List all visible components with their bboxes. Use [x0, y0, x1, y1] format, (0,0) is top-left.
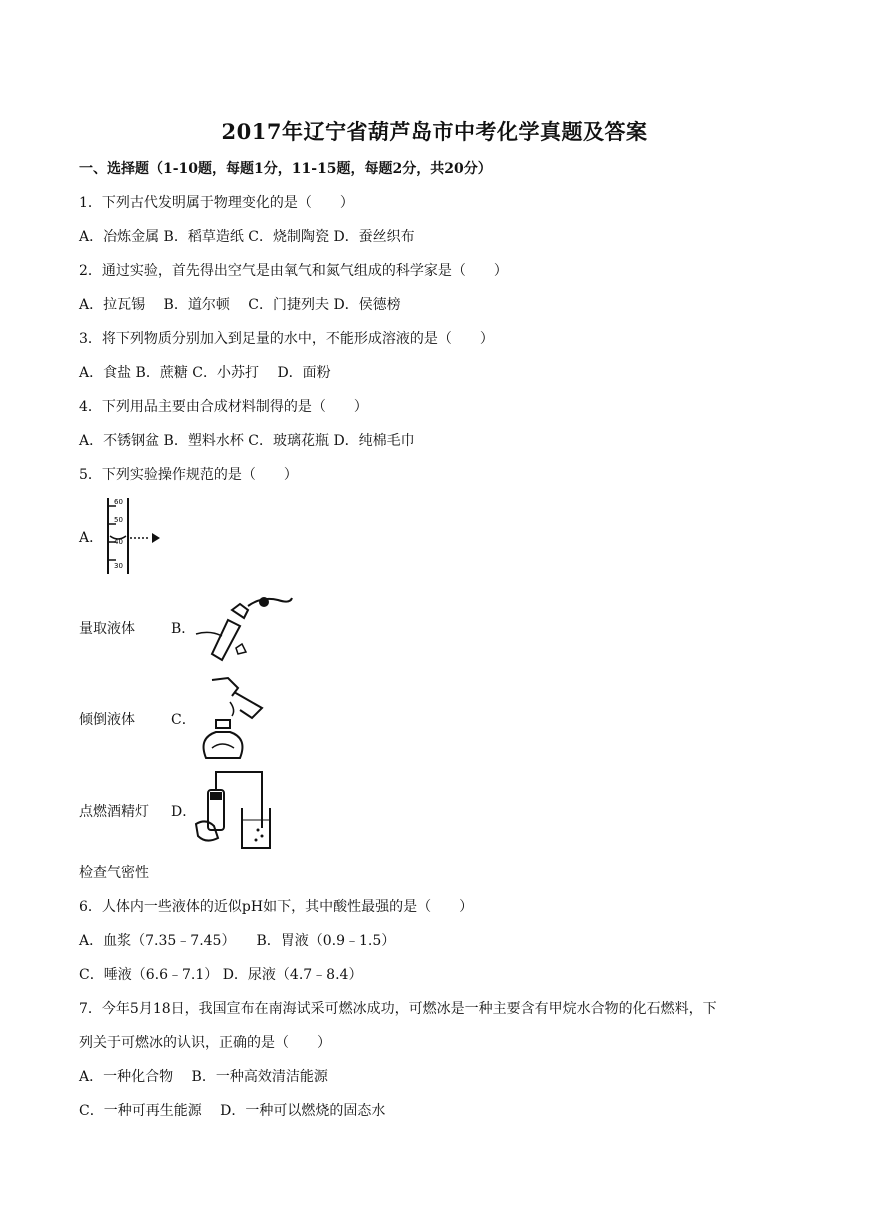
document-title: 2017年辽宁省葫芦岛市中考化学真题及答案	[221, 119, 648, 144]
option-d-label: D．	[171, 804, 197, 820]
option-c-caption: 点燃酒精灯	[79, 804, 149, 820]
option-b-caption: 倾倒液体	[79, 712, 135, 728]
question-2-options: A．拉瓦锡 B．道尔顿 C．门捷列夫 D．侯德榜	[79, 297, 401, 313]
question-7-line-1: 7．今年5月18日，我国宣布在南海试采可燃冰成功，可燃冰是一种主要含有甲烷水合物的化石燃料，下	[79, 1001, 717, 1017]
option-a-label: A．	[79, 530, 104, 546]
question-1-options: A．冶炼金属 B．稻草造纸 C．烧制陶瓷 D．蚕丝织布	[79, 229, 415, 245]
option-b-label: B．	[171, 621, 196, 637]
question-4-options: A．不锈钢盆 B．塑料水杯 C．玻璃花瓶 D．纯棉毛巾	[79, 433, 415, 449]
question-7-options-2: C．一种可再生能源 D．一种可以燃烧的固态水	[79, 1103, 386, 1119]
graduated-cylinder-figure	[100, 496, 170, 576]
option-c-label: C．	[171, 712, 196, 728]
option-d-caption: 检查气密性	[79, 865, 149, 881]
question-6-options-2: C．唾液（6.6﹣7.1） D．尿液（4.7﹣8.4）	[79, 967, 363, 983]
question-6-options-1: A．血浆（7.35﹣7.45） B．胃液（0.9﹣1.5）	[79, 933, 396, 949]
pouring-liquid-figure	[192, 590, 302, 670]
alcohol-lamp-figure	[192, 674, 282, 764]
question-3-options: A．食盐 B．蔗糖 C．小苏打 D．面粉	[79, 365, 331, 381]
question-3: 3．将下列物质分别加入到足量的水中，不能形成溶液的是（ ）	[79, 331, 494, 347]
question-7-options-1: A．一种化合物 B．一种高效清洁能源	[79, 1069, 328, 1085]
question-5: 5．下列实验操作规范的是（ ）	[79, 467, 298, 483]
question-1: 1．下列古代发明属于物理变化的是（ ）	[79, 195, 354, 211]
tick-label-60: 60	[114, 498, 123, 506]
section-heading: 一、选择题（1-10题，每题1分，11-15题，每题2分，共20分）	[79, 161, 492, 177]
tick-label-50: 50	[114, 516, 123, 524]
question-7-line-2: 列关于可燃冰的认识，正确的是（ ）	[79, 1035, 331, 1051]
tick-label-30: 30	[114, 562, 123, 570]
question-2: 2．通过实验，首先得出空气是由氧气和氮气组成的科学家是（ ）	[79, 263, 508, 279]
question-4: 4．下列用品主要由合成材料制得的是（ ）	[79, 399, 368, 415]
tick-label-40: 40	[114, 538, 123, 546]
airtightness-check-figure	[192, 768, 272, 852]
option-a-caption: 量取液体	[79, 621, 135, 637]
question-6: 6．人体内一些液体的近似pH如下，其中酸性最强的是（ ）	[79, 899, 474, 915]
